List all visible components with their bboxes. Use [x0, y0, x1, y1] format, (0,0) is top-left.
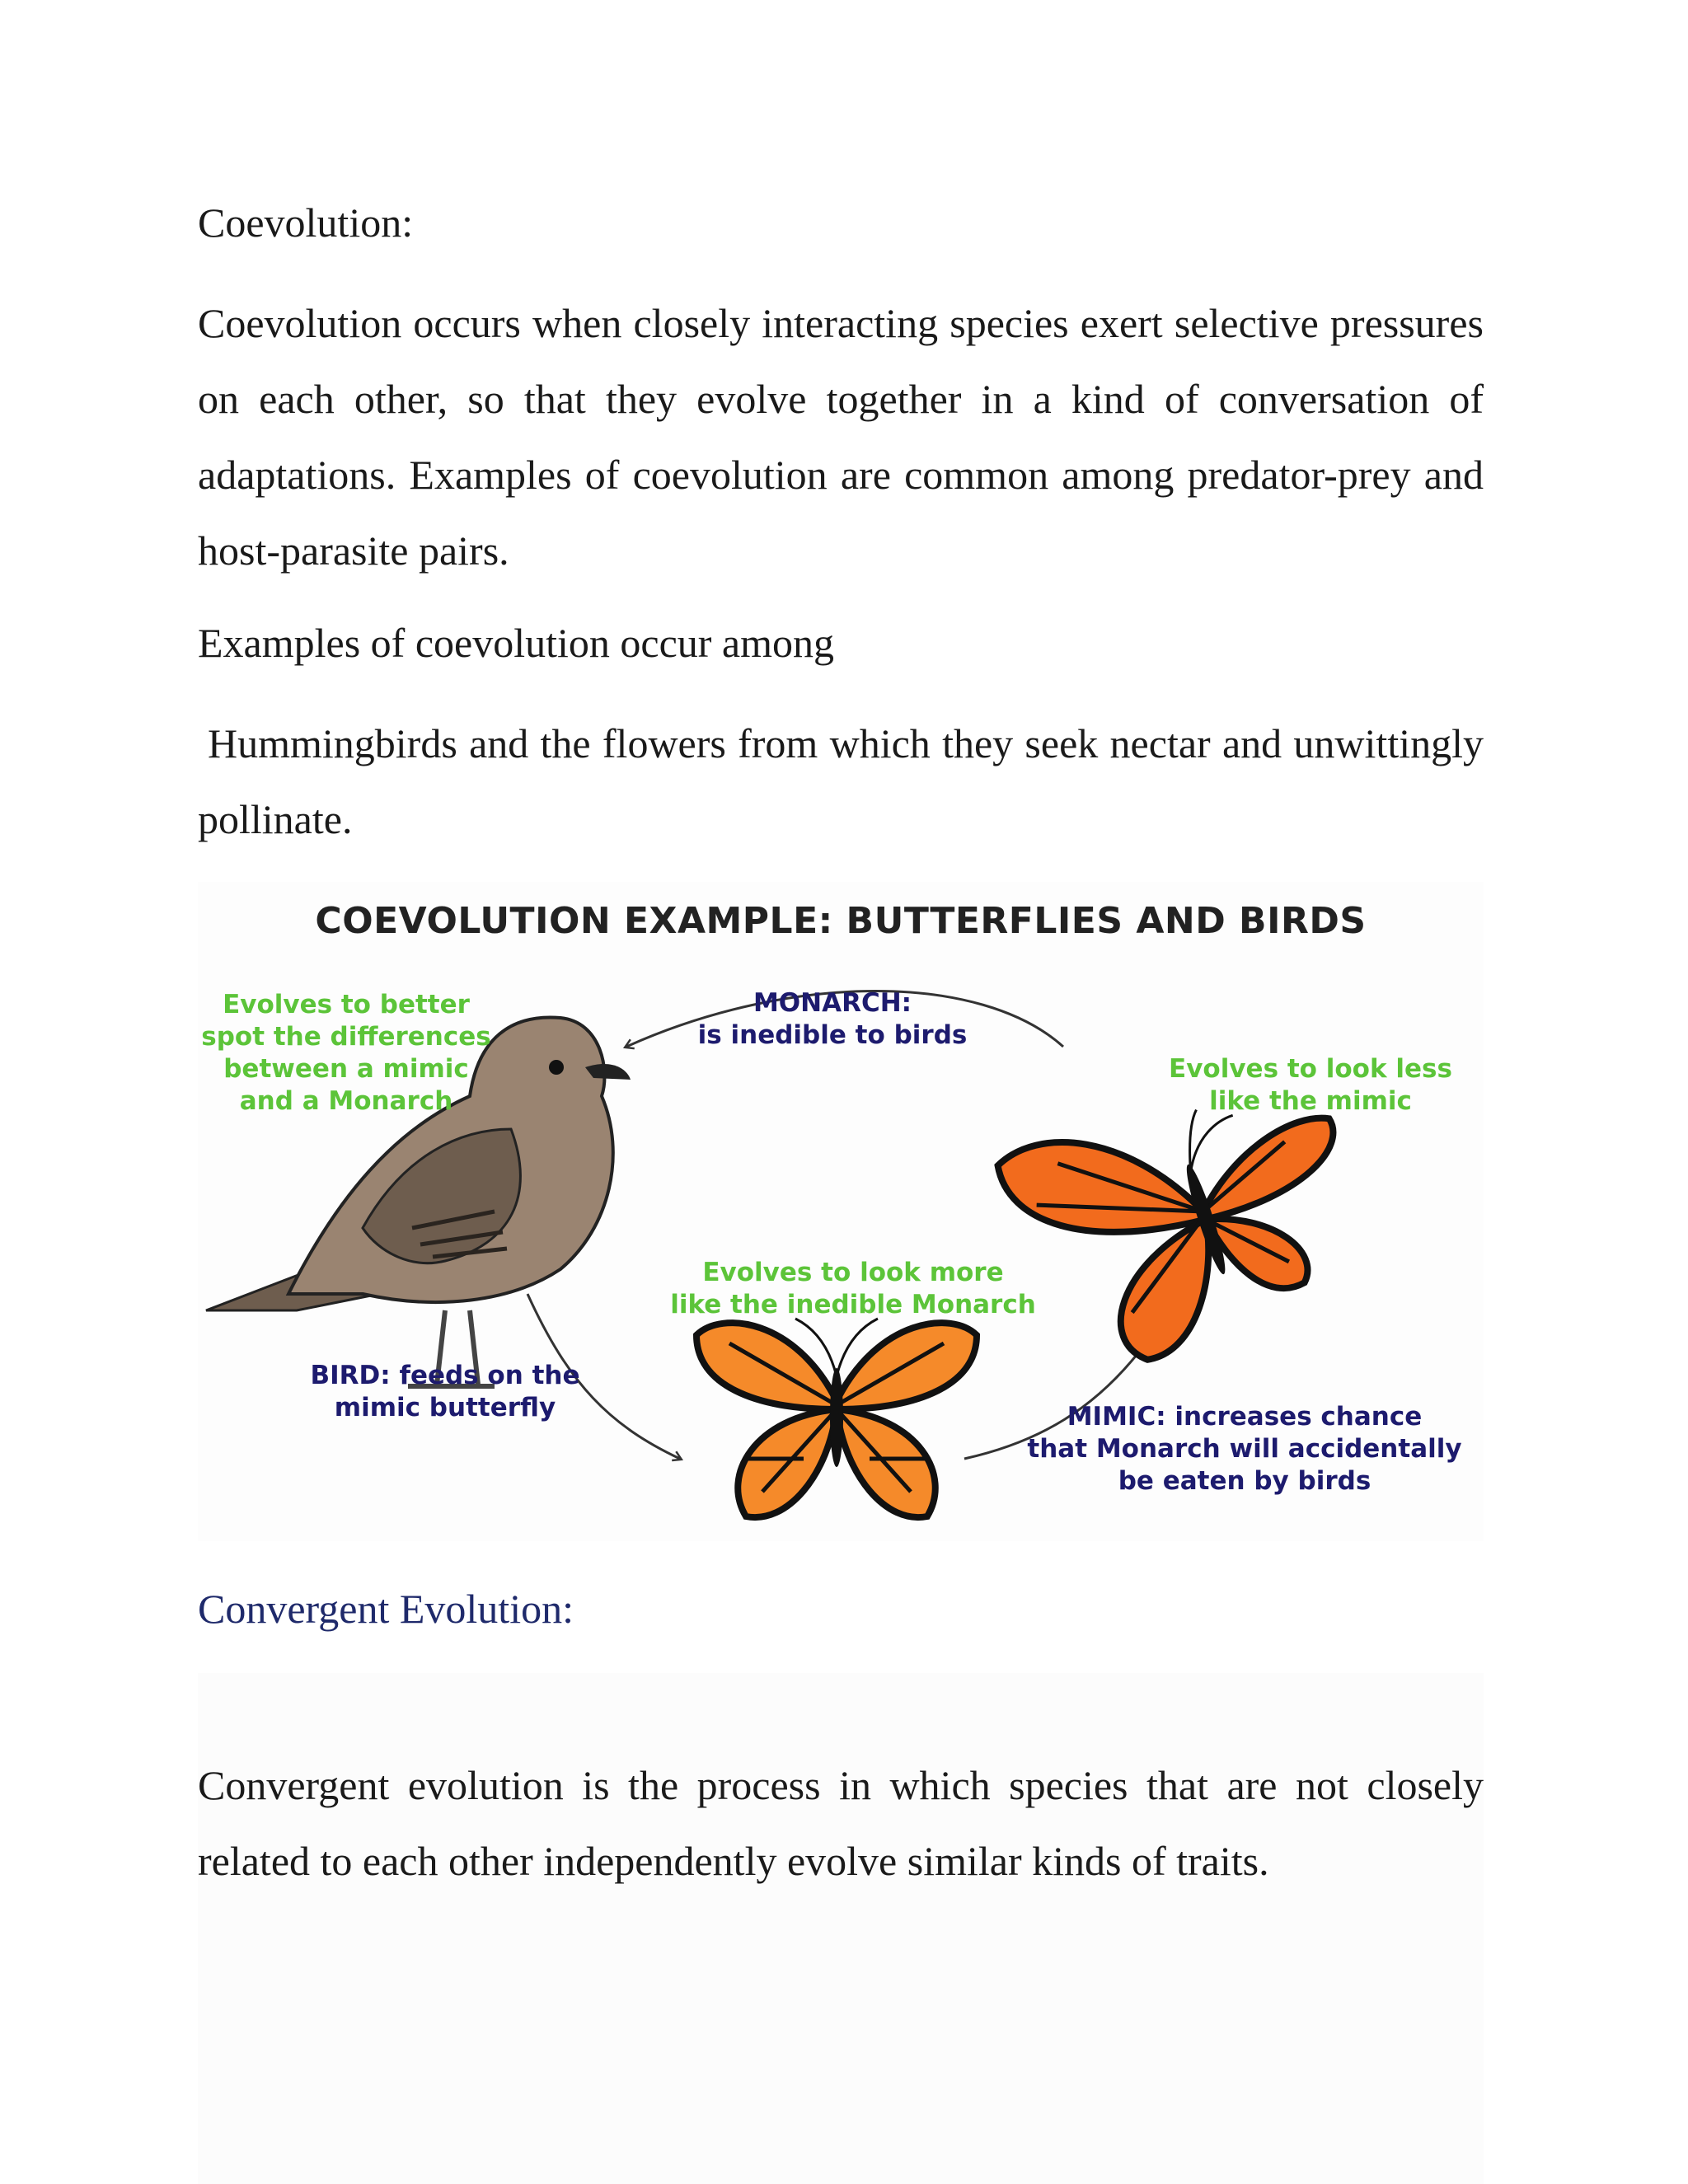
- label-monarch-evolves: Evolves to look less like the mimic: [1169, 1054, 1452, 1116]
- label-mimic-evolves: Evolves to look more like the inedible Monarch: [670, 1258, 1036, 1319]
- hummingbird-example: Hummingbirds and the flowers from which they seek nectar and unwittingly pollinate.: [198, 720, 1484, 842]
- convergent-paragraph: Convergent evolution is the process in which species that are not closely related to each other independently evolve similar kinds of traits.: [198, 1762, 1484, 1884]
- mimic-butterfly-icon: [696, 1319, 977, 1517]
- label-bird: BIRD: feeds on the mimic butterfly: [310, 1361, 580, 1422]
- label-mimic: MIMIC: increases chance that Monarch will accidentally be eaten by birds: [1027, 1402, 1462, 1496]
- figure-title: COEVOLUTION EXAMPLE: BUTTERFLIES AND BIRDS: [315, 900, 1367, 942]
- heading-coevolution: Coevolution:: [198, 199, 414, 246]
- convergent-paragraph-block: [198, 1747, 1484, 1899]
- examples-intro: Examples of coevolution occur among: [198, 620, 834, 666]
- label-bird-evolves: Evolves to better spot the differences between a mimic and a Monarch: [201, 990, 491, 1116]
- coevolution-figure: [198, 882, 1484, 1541]
- coevolution-paragraph: Coevolution occurs when closely interacting species exert selective pressures on each other, so that they evolve together in a kind of conversation of adaptations. Examples of coevolution are common among predator-prey and host-parasite pairs.: [198, 300, 1484, 574]
- hummingbird-example-block: [198, 705, 1484, 857]
- heading-convergent-evolution: Convergent Evolution:: [198, 1586, 574, 1632]
- coevolution-paragraph-block: [198, 285, 1484, 588]
- label-monarch: MONARCH: is inedible to birds: [697, 988, 968, 1050]
